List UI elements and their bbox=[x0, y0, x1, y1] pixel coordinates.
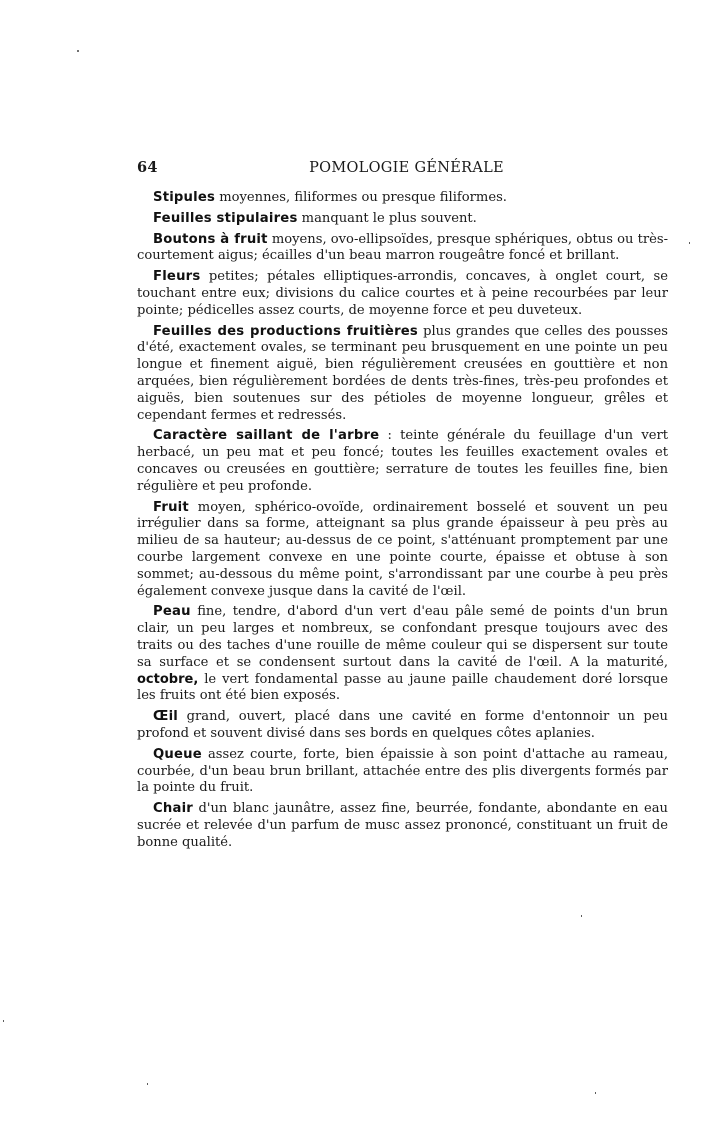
scan-speck bbox=[595, 1092, 596, 1094]
book-page bbox=[137, 158, 668, 855]
page-number: 64 bbox=[137, 159, 158, 176]
paragraph-boutons-a-fruit bbox=[137, 232, 668, 266]
term-heading: Caractère saillant de l'arbre bbox=[153, 428, 380, 444]
paragraph-text: manquant le plus souvent. bbox=[297, 210, 477, 226]
term-heading: Œil bbox=[153, 709, 179, 725]
running-title: POMOLOGIE GÉNÉRALE bbox=[309, 160, 504, 176]
term-heading: Feuilles des productions fruitières bbox=[153, 323, 418, 339]
paragraph-feuilles-productions bbox=[137, 324, 668, 425]
paragraph-queue bbox=[137, 747, 668, 797]
paragraph-fruit bbox=[137, 500, 668, 601]
paragraph-text: assez courte, forte, bien épaissie à son point d'attache au rameau, courbée, d'un beau brun brillant, attachée entre des plis divergents formés par la pointe du fruit. bbox=[137, 746, 668, 796]
paragraph-text: plus grandes que celles des pousses d'été, exactement ovales, se terminant peu brusquement en une pointe un peu longue et finement aiguë, bien régulièrement creusées en gouttière et non arquées, bien régulièrement bordées de dents très-fines, très-peu profondes et aiguës, bien soutenues sur des pétioles de moyenne longueur, grêles et cependant fermes et redressés. bbox=[137, 323, 669, 423]
body-text bbox=[137, 190, 668, 851]
paragraph-text: moyens, ovo-ellipsoïdes, presque sphériques, obtus ou très-courtement aigus; écailles d'un beau marron rougeâtre foncé et brillant. bbox=[137, 231, 668, 264]
paragraph-caractere-arbre bbox=[137, 428, 668, 495]
scan-speck bbox=[3, 1020, 4, 1022]
paragraph-chair bbox=[137, 801, 668, 851]
term-heading: Feuilles stipulaires bbox=[153, 210, 298, 226]
term-heading: Chair bbox=[153, 801, 193, 817]
paragraph-text: fine, tendre, d'abord d'un vert d'eau pâle semé de points d'un brun clair, un peu larges et nombreux, se confondant presque toujours avec des traits ou des taches d'une rouille de même couleur qui se dispersent sur toute sa surface et se condensent surtout dans la cavité de l'œil. A la maturité, bbox=[137, 604, 668, 670]
paragraph-text: moyen, sphérico-ovoïde, ordinairement bosselé et souvent un peu irrégulier dans sa forme, atteignant sa plus grande épaisseur à peu près au milieu de sa hauteur; au-dessus de ce point, s'atténuant promptement par une courbe largement convexe en une pointe courte, épaisse et obtuse à son sommet; au-dessous du même point, s'arrondissant par une courbe à peu près également convexe jusque dans la cavité de l'œil. bbox=[137, 499, 668, 599]
scan-speck bbox=[77, 50, 79, 52]
scan-speck bbox=[581, 915, 582, 917]
paragraph-text: : teinte générale du feuillage d'un vert herbacé, un peu mat et peu foncé; toutes les feuilles exactement ovales et concaves ou creusées en gouttière; serrature de toutes les feuilles fine, bien régulière et peu profonde. bbox=[137, 428, 668, 494]
paragraph-stipules bbox=[137, 190, 668, 207]
paragraph-text: le vert fondamental passe au jaune paille chaudement doré lorsque les fruits ont été bien exposés. bbox=[137, 671, 668, 704]
term-heading: Peau bbox=[153, 604, 191, 620]
paragraph-text: petites; pétales elliptiques-arrondis, concaves, à onglet court, se touchant entre eux; divisions du calice courtes et à peine recourbées par leur pointe; pédicelles assez courts, de moyenne force et peu duveteux. bbox=[137, 269, 668, 318]
paragraph-fleurs bbox=[137, 269, 668, 319]
scan-speck bbox=[689, 242, 690, 244]
paragraph-peau bbox=[137, 604, 668, 705]
running-head bbox=[137, 158, 668, 178]
term-heading: Fleurs bbox=[153, 269, 201, 285]
paragraph-text: d'un blanc jaunâtre, assez fine, beurrée, fondante, abondante en eau sucrée et relevée d'un parfum de musc assez prononcé, constituant un fruit de bonne qualité. bbox=[137, 801, 668, 850]
term-heading: Stipules bbox=[153, 190, 216, 205]
paragraph-feuilles-stipulaires bbox=[137, 211, 668, 228]
paragraph-oeil bbox=[137, 709, 668, 743]
term-heading: Fruit bbox=[153, 499, 189, 515]
inline-term-octobre: octobre, bbox=[137, 671, 199, 687]
paragraph-text: moyennes, filiformes ou presque filiformes. bbox=[215, 190, 507, 205]
term-heading: Boutons à fruit bbox=[153, 231, 268, 247]
paragraph-text: grand, ouvert, placé dans une cavité en forme d'entonnoir un peu profond et souvent divisé dans ses bords en quelques côtes aplanies. bbox=[137, 709, 668, 741]
scan-speck bbox=[147, 1083, 148, 1085]
term-heading: Queue bbox=[153, 746, 202, 762]
